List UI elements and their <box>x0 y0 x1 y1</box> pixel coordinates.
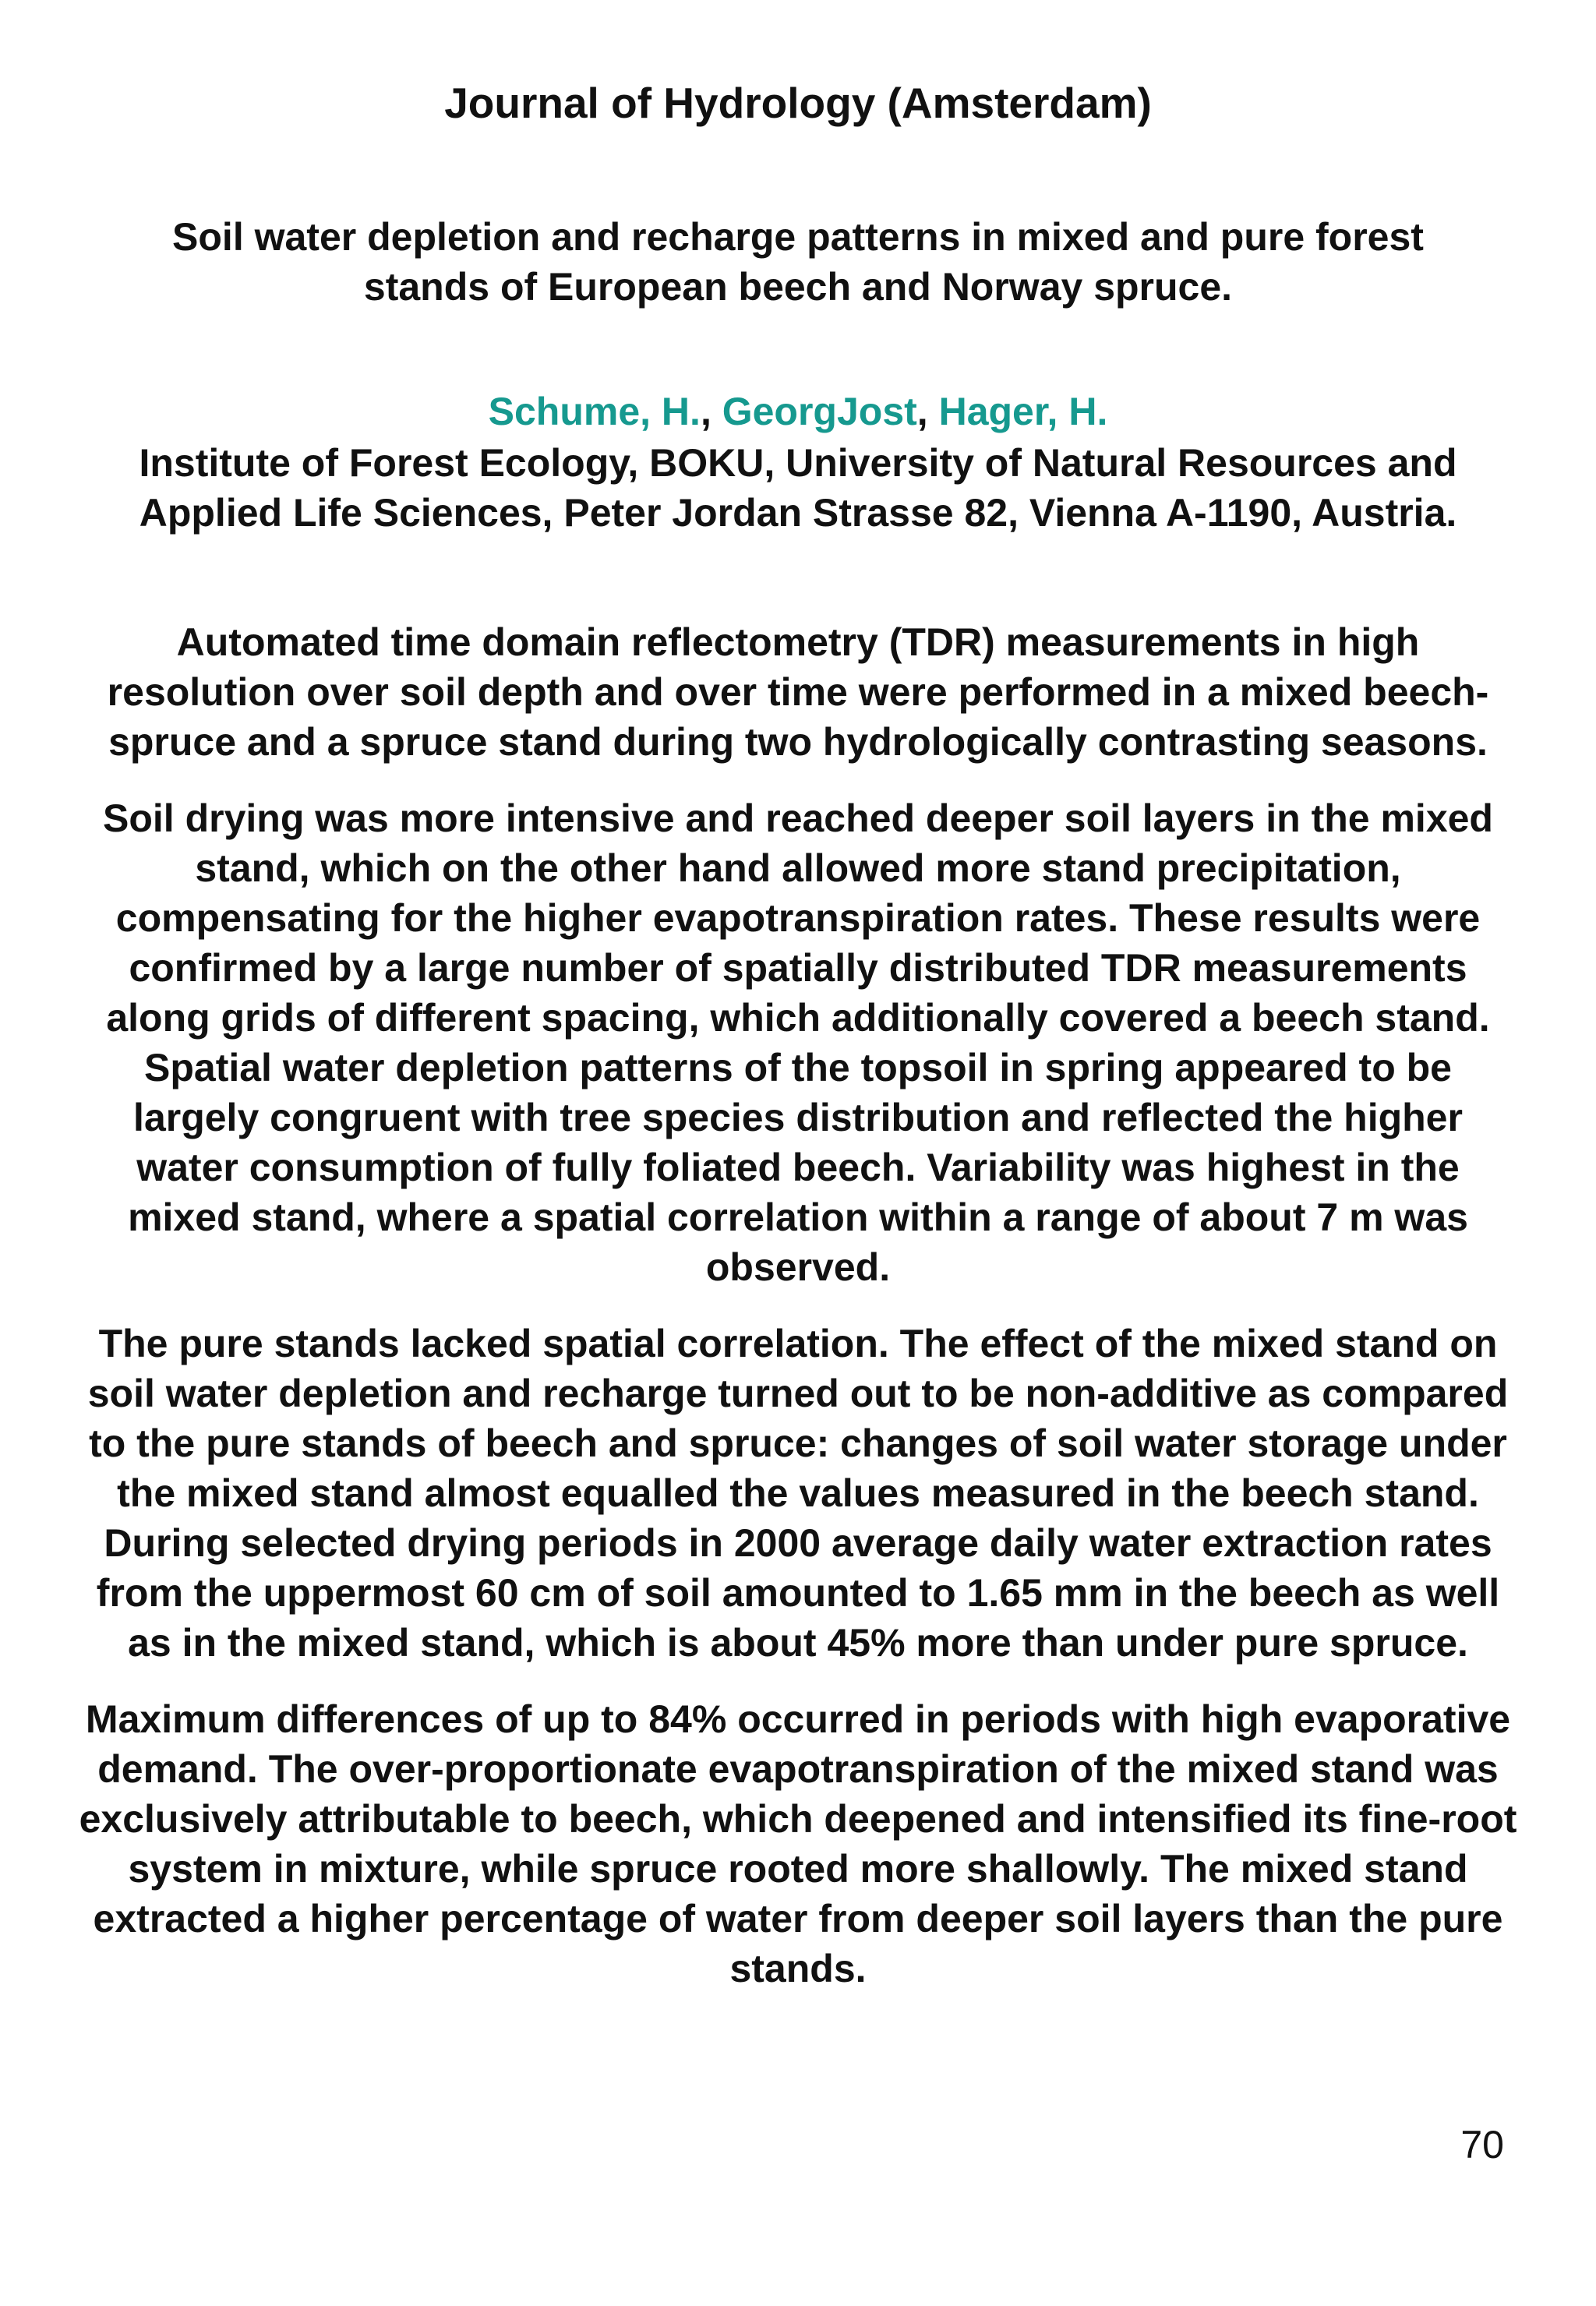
article-title-line-1: Soil water depletion and recharge patterns in mixed and pure forest <box>172 215 1424 259</box>
author-separator: , <box>700 390 722 433</box>
abstract-paragraph-4: Maximum differences of up to 84% occurred in periods with high evaporative demand. The over-proportionate evapotranspiration of the mixed stand was exclusively attributable to beech, which deepened and intensified its fine-root system in mixture, while spruce rooted more shallowly. The mixed stand extracted a higher percentage of water from deeper soil layers than the pure stands. <box>79 1697 1517 1990</box>
article-title-line-2: stands of European beech and Norway spruce. <box>363 265 1233 309</box>
abstract-paragraph-2: Soil drying was more intensive and reached deeper soil layers in the mixed stand, which on the other hand allowed more stand precipitation, compensating for the higher evapotranspiration rates. These results were confirmed by a large number of spatially distributed TDR measurements along grids of different spacing, which additionally covered a beech stand. Spatial water depletion patterns of the topsoil in spring appeared to be largely congruent with tree species distribution and reflected the higher water consumption of fully foliated beech. Variability was highest in the mixed stand, where a spatial correlation within a range of about 7 m was observed. <box>103 796 1493 1289</box>
abstract-paragraph-3: The pure stands lacked spatial correlation. The effect of the mixed stand on soil water depletion and recharge turned out to be non-additive as compared to the pure stands of beech and spruce: changes of soil water storage under the mixed stand almost equalled the values measured in the beech stand. During selected drying periods in 2000 average daily water extraction rates from the uppermost 60 cm of soil amounted to 1.65 mm in the beech as well as in the mixed stand, which is about 45% more than under pure spruce. <box>87 1322 1509 1665</box>
journal-title: Journal of Hydrology (Amsterdam) <box>444 79 1152 127</box>
author-separator: , <box>916 390 939 433</box>
abstract-paragraph-1: Automated time domain reflectometry (TDR) measurements in high resolution over soil depth and over time were performed in a mixed beech-spruce and a spruce stand during two hydrologically contrasting seasons. <box>107 620 1489 764</box>
affiliation <box>78 438 1518 538</box>
author-link-jost[interactable]: GeorgJost <box>722 390 917 433</box>
article-title <box>78 212 1518 312</box>
affiliation-line-2: Applied Life Sciences, Peter Jordan Strasse 82, Vienna A-1190, Austria. <box>139 491 1457 535</box>
affiliation-line-1: Institute of Forest Ecology, BOKU, University of Natural Resources and <box>139 441 1457 485</box>
author-list <box>78 387 1518 436</box>
page-number: 70 <box>1460 2123 1504 2167</box>
abstract <box>78 617 1518 1993</box>
author-link-schume[interactable]: Schume, H. <box>488 390 701 433</box>
author-link-hager[interactable]: Hager, H. <box>938 390 1108 433</box>
